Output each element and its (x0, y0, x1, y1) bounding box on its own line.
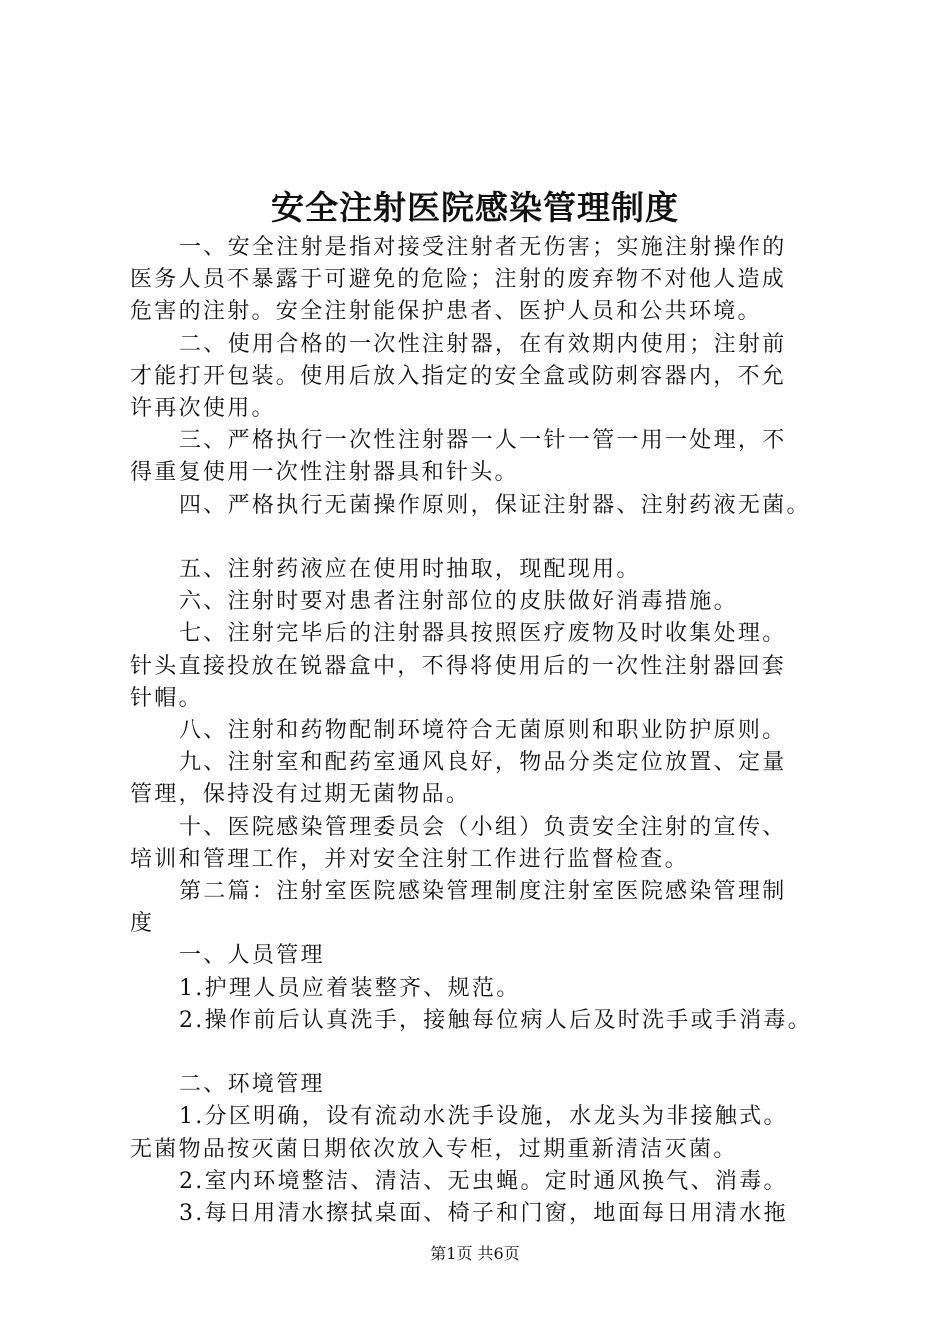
paragraph-line: 九、注射室和配药室通风良好，物品分类定位放置、定量 (179, 750, 787, 776)
paragraph-line: 八、注射和药物配制环境符合无菌原则和职业防护原则。 (179, 718, 787, 744)
paragraph-line: 针头直接投放在锐器盒中，不得将使用后的一次性注射器回套 (130, 653, 787, 679)
paragraph-line: 六、注射时要对患者注射部位的皮肤做好消毒措施。 (179, 589, 738, 615)
paragraph-line: 第二篇：注射室医院感染管理制度注射室医院感染管理制 (179, 879, 787, 905)
page-footer: 第1页 共6页 (430, 1244, 520, 1263)
blank-line (130, 1037, 850, 1069)
paragraph-line: 3.每日用清水擦拭桌面、椅子和门窗，地面每日用清水拖 (179, 1201, 788, 1227)
paragraph-line: 管理，保持没有过期无菌物品。 (130, 782, 471, 808)
paragraph-line: 得重复使用一次性注射器具和针头。 (130, 460, 519, 486)
paragraph-line: 五、注射药液应在使用时抽取，现配现用。 (179, 557, 641, 583)
paragraph-line: 1.护理人员应着装整齐、规范。 (179, 975, 521, 1001)
section-heading: 一、人员管理 (179, 943, 325, 969)
paragraph-line: 1.分区明确，设有流动水洗手设施，水龙头为非接触式。 (179, 1104, 788, 1130)
paragraph-line: 二、使用合格的一次性注射器，在有效期内使用；注射前 (179, 331, 787, 357)
document-body (130, 232, 850, 1230)
section-heading: 二、环境管理 (179, 1072, 325, 1098)
paragraph-line: 无菌物品按灭菌日期依次放入专柜，过期重新清洁灭菌。 (130, 1136, 738, 1162)
paragraph-line: 四、严格执行无菌操作原则，保证注射器、注射药液无菌。 (179, 492, 811, 518)
paragraph-line: 三、严格执行一次性注射器一人一针一管一用一处理，不 (179, 428, 787, 454)
paragraph-line: 许再次使用。 (130, 396, 276, 422)
paragraph-line: 一、安全注射是指对接受注射者无伤害；实施注射操作的 (179, 235, 787, 260)
paragraph-line: 2.室内环境整洁、清洁、无虫蝇。定时通风换气、消毒。 (179, 1168, 788, 1194)
paragraph-line: 十、医院感染管理委员会（小组）负责安全注射的宣传、 (179, 814, 787, 840)
paragraph-line: 医务人员不暴露于可避免的危险；注射的废弃物不对他人造成 (130, 267, 787, 293)
blank-line (130, 522, 850, 554)
paragraph-line: 七、注射完毕后的注射器具按照医疗废物及时收集处理。 (179, 621, 787, 647)
paragraph-line: 度 (130, 911, 155, 937)
document-title: 安全注射医院感染管理制度 (271, 188, 679, 227)
paragraph-line: 针帽。 (130, 685, 203, 711)
paragraph-line: 才能打开包装。使用后放入指定的安全盒或防刺容器内，不允 (130, 363, 787, 389)
paragraph-line: 培训和管理工作，并对安全注射工作进行监督检查。 (130, 846, 689, 872)
paragraph-line: 危害的注射。安全注射能保护患者、医护人员和公共环境。 (130, 299, 762, 325)
paragraph-line: 2.操作前后认真洗手，接触每位病人后及时洗手或手消毒。 (179, 1007, 813, 1033)
